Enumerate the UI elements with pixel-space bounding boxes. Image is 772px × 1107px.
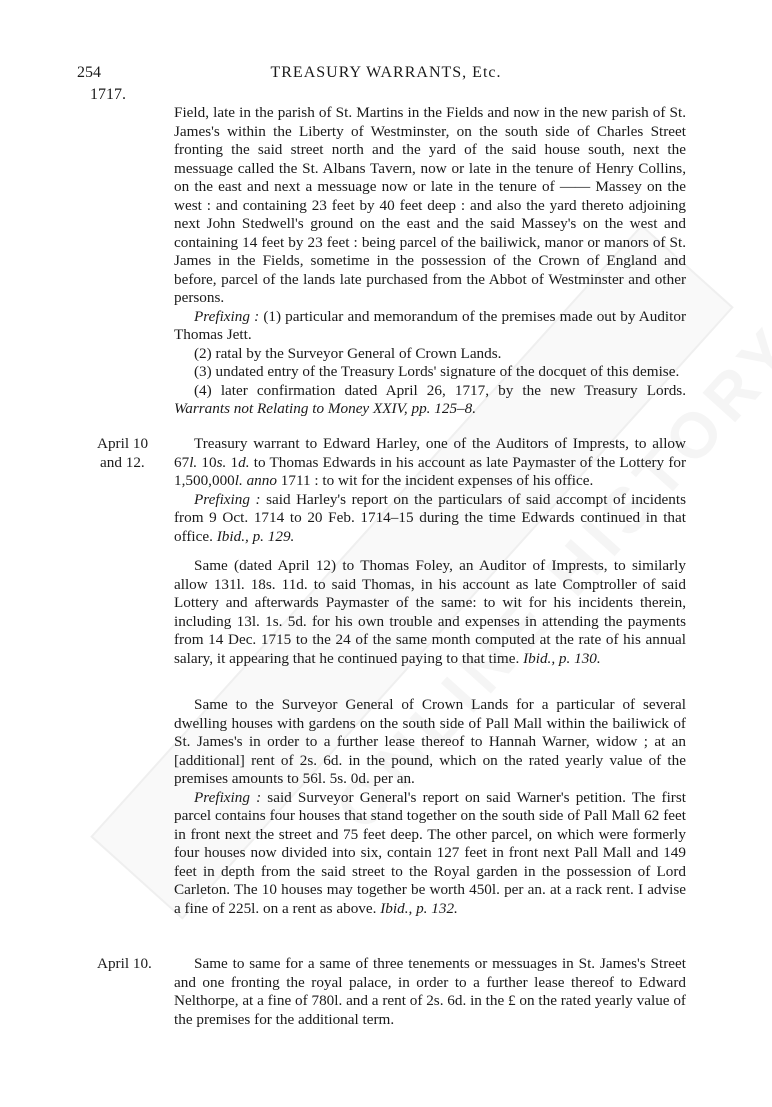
margin-date-april-10: April 10.: [97, 955, 152, 972]
entry-text-part: 10: [197, 453, 217, 471]
prefixing: [174, 491, 686, 547]
prefixing-text: said Surveyor General's report on said Warner's petition. The first parcel contains four houses that stand together on the south side of Pall Mall 62 feet in front next the street and 75 feet deep. The other parcel, on which were formerly four houses now divided into six, contain 127 feet in front next Pall Mall and 149 feet in depth from the said street to the Royal garden in the possession of Lord Carleton. The 10 houses may together be worth 450l. per an. at a rack rent. I advise a fine of 225l. on a rent as above.: [174, 788, 686, 917]
page-number: 254: [77, 64, 101, 81]
entry-foley-warrant: [174, 557, 686, 668]
entry-text: [174, 435, 686, 491]
entry-harley-warrant: [174, 435, 686, 546]
reference: Ibid., p. 132.: [380, 899, 458, 917]
year-marginal: 1717.: [90, 86, 126, 103]
prefixing-3: (3) undated entry of the Treasury Lords' signature of the docquet of this demise.: [194, 363, 680, 380]
entry-text-part: to Thomas Edwards in his account as late Paymaster of the Lottery for 1,500,000: [174, 453, 687, 489]
entry-warner-lease: [174, 696, 686, 918]
prefixing-label: Prefixing :: [194, 490, 261, 508]
entry-text: Same to the Surveyor General of Crown Lands for a particular of several dwelling houses with gardens on the south side of Pall Mall within the bailiwick of St. James's in order to a further lease thereof to Hannah Warner, widow ; at an [additional] rent of 2s. 6d. in the pound, which on the rated yearly value of the premises amounts to 56l. 5s. 0d. per an.: [174, 696, 686, 787]
anno: anno: [246, 472, 277, 489]
reference: Warrants not Relating to Money XXIV, pp. 125–8.: [174, 400, 477, 417]
currency-s: s.: [216, 453, 227, 471]
prefixing-4: [174, 382, 686, 419]
reference: Ibid., p. 129.: [216, 527, 295, 545]
prefixing-text: said Harley's report on the particulars of said accompt of incidents from 9 Oct. 1714 to 20 Feb. 1714–15 during the time Edwards continued in that office.: [174, 490, 687, 545]
prefixing: [174, 789, 686, 919]
entry-text-part: Treasury warrant to Edward Harley, one of the Auditors of Imprests, to allow 67: [174, 435, 686, 471]
prefixing-2: (2) ratal by the Surveyor General of Crown Lands.: [194, 344, 502, 362]
entry-text-part: 1711 : to wit for the incident expenses of his office.: [276, 472, 594, 489]
reference: Ibid., p. 130.: [523, 649, 601, 667]
margin-date-line2: and 12.: [100, 453, 145, 471]
running-head: TREASURY WARRANTS, Etc.: [270, 64, 502, 81]
currency-l: l.: [189, 453, 198, 471]
prefixing-4-text: (4) later confirmation dated April 26, 1717, by the new Treasury Lords.: [194, 381, 686, 399]
margin-date-line1: April 10: [97, 435, 149, 452]
entry-text-part: Same (dated April 12) to Thomas Foley, an Auditor of Imprests, to similarly allow 131l. 18s. 11d. to said Thomas, in his account as late Comptroller of said Lottery and afterwards Paymaster of the same: to wit for his incidents therein, including 13l. 1s. 5d. for his own trouble and expenses in attending the payments from 14 Dec. 1715 to the 24 of the same month computed at the rate of his annual salary, it appearing that he continued paying to that time.: [174, 557, 686, 667]
prefixing-1: [174, 308, 686, 345]
entry-text: Same to same for a same of three tenements or messuages in St. James's Street and one fronting the royal palace, in order to a further lease thereof to Edward Nelthorpe, at a fine of 780l. and a rent of 2s. 6d. in the £ on the rated yearly value of the premises for the additional term.: [174, 955, 686, 1028]
prefixing-label: Prefixing :: [194, 788, 262, 806]
margin-date-april-10-12: [97, 435, 148, 472]
prefixing-label: Prefixing :: [194, 307, 260, 325]
entry-nelthorpe-lease: [174, 955, 686, 1029]
currency-d: d.: [238, 453, 250, 471]
entry-text-part: 1: [226, 453, 239, 471]
prefixing-text: (1) particular and memorandum of the premises made out by Auditor Thomas Jett.: [174, 307, 687, 343]
entry-continued-text: Field, late in the parish of St. Martins in the Fields and now in the new parish of St. James's within the Liberty of Westminster, on the south side of Charles Street fronting the said street north and the yard of the said house south, next the messuage called the St. Albans Tavern, now or late in the tenure of Henry Collins, on the east and next a messuage now or late in the tenure of —— Massey on the west : and containing 23 feet by 40 feet deep : and also the yard thereto adjoining next John Stedwell's ground on the east and the said Massey's on the west and containing 14 feet by 23 feet : being parcel of the bailiwick, manor or manors of St. James in the Fields, sometime in the possession of the Crown of England and before, parcel of the lands late purchased from the Abbot of Westminster and other persons.: [174, 104, 686, 306]
entry-continued: [174, 104, 686, 419]
entry-text: [174, 557, 686, 668]
currency-l: l.: [234, 472, 243, 489]
